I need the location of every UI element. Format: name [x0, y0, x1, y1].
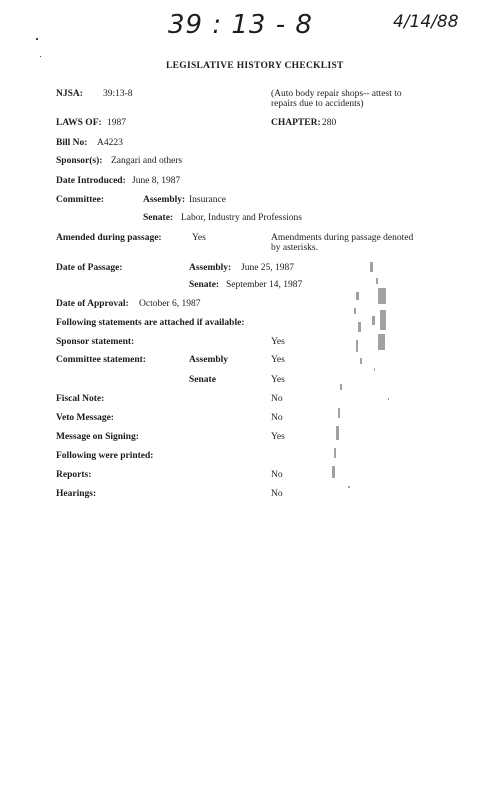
committee-assembly-label: Assembly:: [143, 195, 186, 205]
bill-no-value: A4223: [97, 138, 123, 148]
committee-label: Committee:: [56, 195, 105, 205]
hearings-value: No: [271, 489, 283, 499]
chapter-label: CHAPTER:: [271, 118, 321, 128]
committee-statement-label: Committee statement:: [56, 355, 146, 365]
committee-senate-label: Senate:: [143, 213, 174, 223]
committee-statement-assembly-label: Assembly: [189, 355, 229, 365]
committee-statement-assembly-value: Yes: [271, 355, 285, 365]
amended-label: Amended during passage:: [56, 233, 162, 243]
handwritten-code: 39 : 13 - 8: [168, 10, 313, 40]
passage-assembly-label: Assembly:: [189, 263, 232, 273]
statements-heading: Following statements are attached if available:: [56, 318, 245, 328]
sponsor-statement-label: Sponsor statement:: [56, 337, 135, 347]
hearings-label: Hearings:: [56, 489, 97, 499]
njsa-note-line1: (Auto body repair shops-- attest to: [271, 89, 402, 99]
chapter-value: 280: [322, 118, 337, 128]
message-on-signing-value: Yes: [271, 432, 285, 442]
laws-of-label: LAWS OF:: [56, 118, 102, 128]
speck: [40, 56, 41, 57]
committee-assembly-value: Insurance: [189, 195, 226, 205]
committee-senate-value: Labor, Industry and Professions: [181, 213, 302, 223]
passage-assembly-value: June 25, 1987: [241, 263, 295, 273]
committee-statement-senate-label: Senate: [189, 375, 216, 385]
veto-message-label: Veto Message:: [56, 413, 114, 423]
date-of-approval-value: October 6, 1987: [139, 299, 201, 309]
fiscal-note-value: No: [271, 394, 283, 404]
page-title: LEGISLATIVE HISTORY CHECKLIST: [166, 61, 344, 71]
laws-of-value: 1987: [107, 118, 126, 128]
sponsors-label: Sponsor(s):: [56, 156, 103, 166]
amended-value: Yes: [192, 233, 206, 243]
handwritten-date: 4/14/88: [393, 12, 459, 32]
njsa-label: NJSA:: [56, 89, 83, 99]
faded-library-stamp: [318, 258, 398, 498]
veto-message-value: No: [271, 413, 283, 423]
njsa-value: 39:13-8: [103, 89, 133, 99]
amended-note-line2: by asterisks.: [271, 243, 318, 253]
committee-statement-senate-value: Yes: [271, 375, 285, 385]
speck: [36, 38, 38, 40]
reports-label: Reports:: [56, 470, 92, 480]
date-introduced-label: Date Introduced:: [56, 176, 126, 186]
date-introduced-value: June 8, 1987: [132, 176, 181, 186]
printed-heading: Following were printed:: [56, 451, 154, 461]
reports-value: No: [271, 470, 283, 480]
passage-senate-value: September 14, 1987: [226, 280, 303, 290]
njsa-note-line2: repairs due to accidents): [271, 99, 364, 109]
sponsor-statement-value: Yes: [271, 337, 285, 347]
passage-senate-label: Senate:: [189, 280, 220, 290]
bill-no-label: Bill No:: [56, 138, 88, 148]
date-of-passage-label: Date of Passage:: [56, 263, 123, 273]
amended-note-line1: Amendments during passage denoted: [271, 233, 414, 243]
message-on-signing-label: Message on Signing:: [56, 432, 139, 442]
date-of-approval-label: Date of Approval:: [56, 299, 129, 309]
fiscal-note-label: Fiscal Note:: [56, 394, 105, 404]
sponsors-value: Zangari and others: [111, 156, 183, 166]
